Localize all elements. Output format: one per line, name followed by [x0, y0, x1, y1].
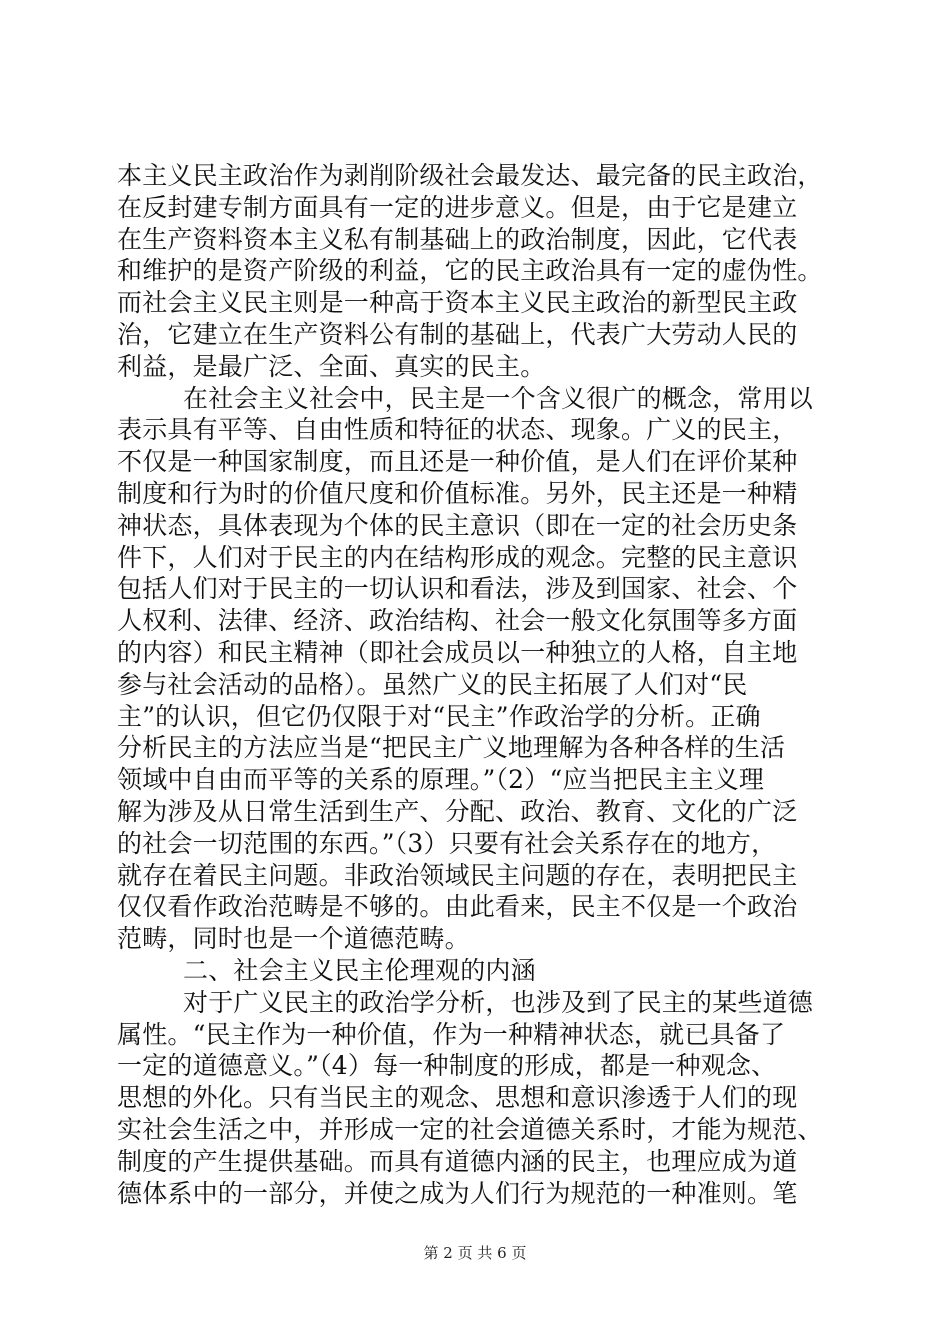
text-line: 在生产资料资本主义私有制基础上的政治制度，因此，它代表 [117, 224, 798, 254]
text-line: 解为涉及从日常生活到生产、分配、政治、教育、文化的广泛 [117, 796, 798, 826]
text-line: 的社会一切范围的东西。”（3）只要有社会关系存在的地方， [117, 828, 777, 858]
text-line: 人权利、法律、经济、政治结构、社会一般文化氛围等多方面 [117, 606, 798, 636]
text-line: 制度和行为时的价值尺度和价值标准。另外，民主还是一种精 [117, 478, 798, 508]
paragraph [117, 160, 837, 383]
paragraph [117, 383, 837, 955]
text-line: 表示具有平等、自由性质和特征的状态、现象。广义的民主， [117, 415, 798, 445]
text-line: 制度的产生提供基础。而具有道德内涵的民主，也理应成为道 [117, 1146, 798, 1176]
text-line: 件下，人们对于民主的内在结构形成的观念。完整的民主意识 [117, 542, 798, 572]
text-line: 主”的认识，但它仍仅限于对“民主”作政治学的分析。正确 [117, 701, 761, 731]
paragraph [117, 987, 837, 1210]
text-line: 神状态，具体表现为个体的民主意识（即在一定的社会历史条 [117, 510, 798, 540]
text-line: 而社会主义民主则是一种高于资本主义民主政治的新型民主政 [117, 288, 798, 318]
text-line: 一定的道德意义。”（4）每一种制度的形成，都是一种观念、 [117, 1051, 777, 1081]
page-footer: 第 2 页 共 6 页 [423, 1244, 527, 1262]
text-line: 本主义民主政治作为剥削阶级社会最发达、最完备的民主政治， [117, 161, 823, 190]
text-line: 分析民主的方法应当是“把民主广义地理解为各种各样的生活 [117, 733, 786, 763]
text-line: 就存在着民主问题。非政治领域民主问题的存在，表明把民主 [117, 860, 798, 890]
text-line: 包括人们对于民主的一切认识和看法，涉及到国家、社会、个 [117, 574, 798, 604]
text-line: 实社会生活之中，并形成一定的社会道德关系时，才能为规范、 [117, 1114, 823, 1144]
text-line: 思想的外化。只有当民主的观念、思想和意识渗透于人们的现 [117, 1083, 798, 1113]
text-line: 属性。“民主作为一种价值，作为一种精神状态，就已具备了 [117, 1019, 786, 1049]
text-line: 和维护的是资产阶级的利益，它的民主政治具有一定的虚伪性。 [117, 256, 823, 286]
text-line: 利益，是最广泛、全面、真实的民主。 [117, 351, 546, 381]
text-line: 二、社会主义民主伦理观的内涵 [183, 955, 536, 985]
text-line: 不仅是一种国家制度，而且还是一种价值，是人们在评价某种 [117, 447, 798, 477]
text-line: 领域中自由而平等的关系的原理。”（2）“应当把民主主义理 [117, 765, 765, 795]
text-line: 参与社会活动的品格）。虽然广义的民主拓展了人们对“民 [117, 669, 748, 699]
text-line: 对于广义民主的政治学分析，也涉及到了民主的某些道德 [183, 987, 814, 1017]
body-text [117, 160, 837, 1209]
text-line: 的内容）和民主精神（即社会成员以一种独立的人格，自主地 [117, 637, 798, 667]
paragraph [117, 955, 837, 987]
text-line: 仅仅看作政治范畴是不够的。由此看来，民主不仅是一个政治 [117, 892, 798, 922]
text-line: 治，它建立在生产资料公有制的基础上，代表广大劳动人民的 [117, 319, 798, 349]
text-line: 在社会主义社会中，民主是一个含义很广的概念，常用以 [183, 383, 814, 413]
text-line: 在反封建专制方面具有一定的进步意义。但是，由于它是建立 [117, 192, 798, 222]
text-line: 德体系中的一部分，并使之成为人们行为规范的一种准则。笔 [117, 1178, 798, 1208]
text-line: 范畴，同时也是一个道德范畴。 [117, 924, 470, 954]
